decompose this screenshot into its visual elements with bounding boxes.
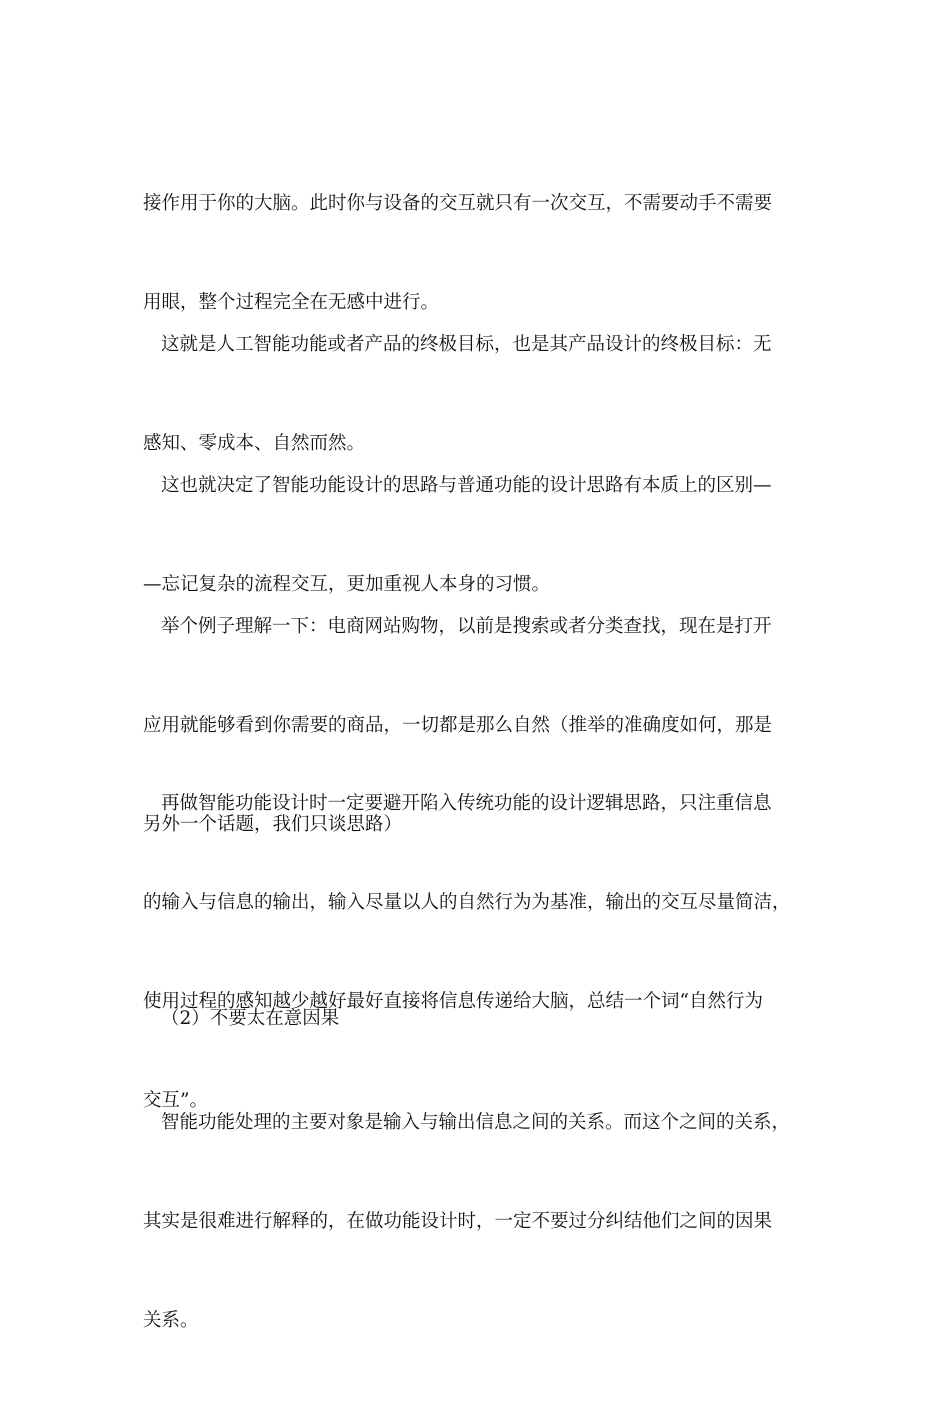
paragraph-line: 接作用于你的大脑。此时你与设备的交互就只有一次交互，不需要动手不需要 [143,193,773,214]
paragraph-line: 使用过程的感知越少越好最好直接将信息传递给大脑，总结一个词“自然行为 [143,991,763,1012]
paragraph-line: —忘记复杂的流程交互，更加重视人本身的习惯。 [143,574,551,595]
paragraph-line: 感知、零成本、自然而然。 [143,433,366,454]
paragraph-line: 关系。 [143,1310,199,1331]
paragraph-input-output-relation [143,1040,803,1403]
paragraph-line: 这也就决定了智能功能设计的思路与普通功能的设计思路有本质上的区别— [161,475,772,496]
paragraph-line: 用眼，整个过程完全在无感中进行。 [143,292,440,313]
paragraph-line: 再做智能功能设计时一定要避开陷入传统功能的设计逻辑思路，只注重信息 [161,793,772,814]
paragraph-line: 另外一个话题，我们只谈思路） [143,814,403,835]
paragraph-line: 的输入与信息的输出，输入尽量以人的自然行为为基准，输出的交互尽量简洁， [143,892,791,913]
paragraph-line: 智能功能处理的主要对象是输入与输出信息之间的关系。而这个之间的关系， [161,1112,791,1133]
paragraph-line: 其实是很难进行解释的，在做功能设计时，一定不要过分纠结他们之间的因果 [143,1211,773,1232]
paragraph-line: 举个例子理解一下：电商网站购物，以前是搜索或者分类查找，现在是打开 [161,616,772,637]
paragraph-line: 交互”。 [143,1090,208,1111]
paragraph-line: 这就是人工智能功能或者产品的终极目标，也是其产品设计的终极目标：无 [161,334,772,355]
heading-text: （2）不要太在意因果 [161,1008,340,1029]
paragraph-line: 应用就能够看到你需要的商品，一切都是那么自然（推举的准确度如何，那是 [143,715,773,736]
